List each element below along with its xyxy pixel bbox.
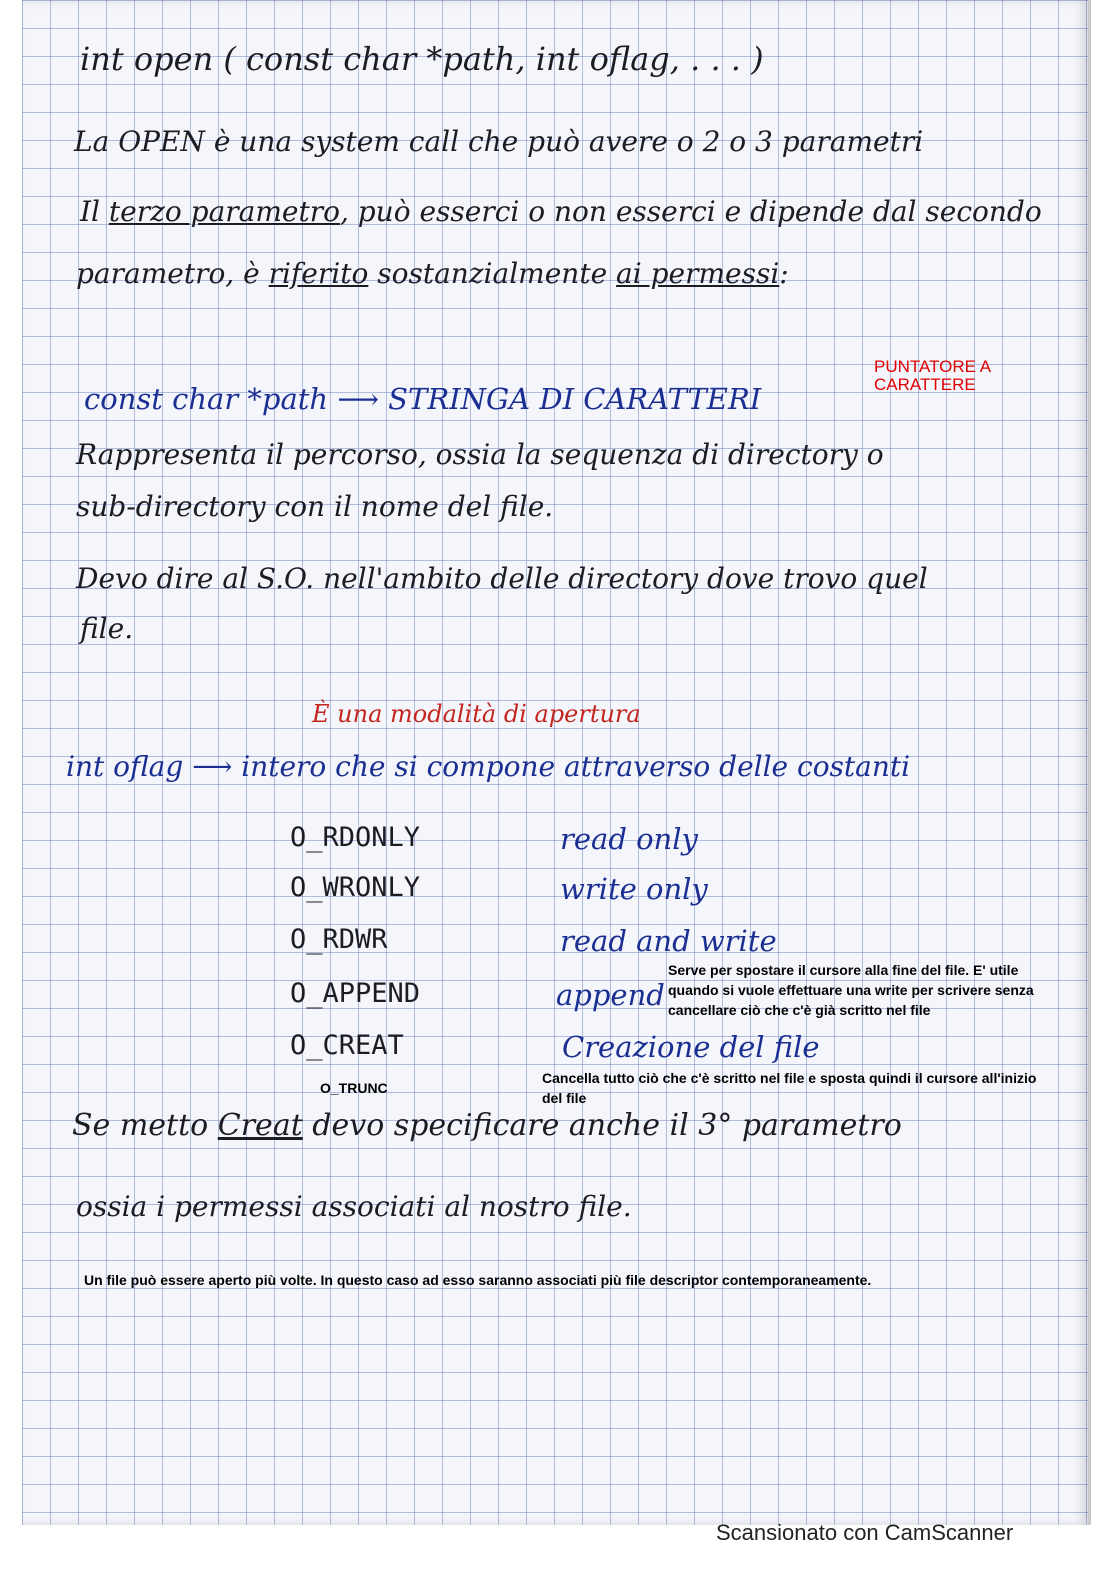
intro-line-3: [76, 257, 789, 290]
flag-wronly-desc: write only: [560, 872, 708, 906]
flag-append-desc: append: [556, 978, 665, 1012]
path-desc-3: Devo dire al S.O. nell'ambito delle directory dove trovo quel: [76, 562, 928, 595]
path-desc-4: file.: [80, 612, 134, 645]
flag-rdonly: O_RDONLY: [290, 822, 421, 853]
creat-line-2: ossia i permessi associati al nostro file.: [76, 1190, 632, 1223]
creat-term: Creat: [217, 1108, 303, 1143]
terzo-parametro-term: terzo parametro: [108, 195, 340, 228]
permessi-term: ai permessi: [616, 257, 780, 290]
intro-line-2: [80, 195, 1042, 228]
intro-line-2-prefix: Il: [80, 195, 109, 228]
path-annotation: PUNTATORE A CARATTERE: [874, 357, 991, 394]
final-note: Un file può essere aperto più volte. In questo caso ad esso saranno associati più file descriptor contemporaneamente.: [84, 1272, 872, 1288]
intro-line-2-suffix: , può esserci o non esserci e dipende dal secondo: [339, 195, 1042, 228]
trunc-note: Cancella tutto ciò che c'è scritto nel file e sposta quindi il cursore all'inizio del file: [542, 1070, 1037, 1106]
open-signature: int open ( const char *path, int oflag, . . . ): [80, 40, 764, 78]
riferito-term: riferito: [268, 257, 369, 290]
creat-line-1-suffix: devo specificare anche il 3° parametro: [302, 1108, 902, 1143]
creat-line-1: [72, 1108, 902, 1143]
intro-line-3-mid: sostanzialmente: [368, 257, 617, 290]
flag-rdonly-desc: read only: [560, 822, 698, 856]
creat-line-1-prefix: Se metto: [72, 1108, 218, 1143]
flag-creat: O_CREAT: [290, 1030, 404, 1061]
trunc-label: O_TRUNC: [320, 1080, 388, 1096]
camscanner-footer: Scansionato con CamScanner: [716, 1520, 1014, 1545]
flag-wronly: O_WRONLY: [290, 872, 421, 903]
flag-append: O_APPEND: [290, 978, 421, 1009]
intro-line-3-end: :: [779, 257, 789, 290]
append-note: Serve per spostare il cursore alla fine del file. E' utile quando si vuole effettuare una write per scrivere senza cancellare ciò che c'è già scritto nel file: [668, 962, 1034, 1018]
flag-creat-desc: Creazione del file: [562, 1030, 820, 1064]
path-line: const char *path ⟶ STRINGA DI CARATTERI: [84, 382, 762, 416]
oflag-line: int oflag ⟶ intero che si compone attraverso delle costanti: [66, 750, 911, 783]
intro-line-1: La OPEN è una system call che può avere o 2 o 3 parametri: [74, 125, 924, 158]
intro-line-3-prefix: parametro, è: [76, 257, 269, 290]
path-desc-1: Rappresenta il percorso, ossia la sequenza di directory o: [76, 438, 884, 471]
path-desc-2: sub-directory con il nome del file.: [76, 490, 554, 523]
flag-rdwr-desc: read and write: [560, 924, 777, 958]
notebook-page: [22, 0, 1091, 1525]
flag-rdwr: O_RDWR: [290, 924, 388, 955]
oflag-annotation: È una modalità di apertura: [312, 700, 641, 728]
